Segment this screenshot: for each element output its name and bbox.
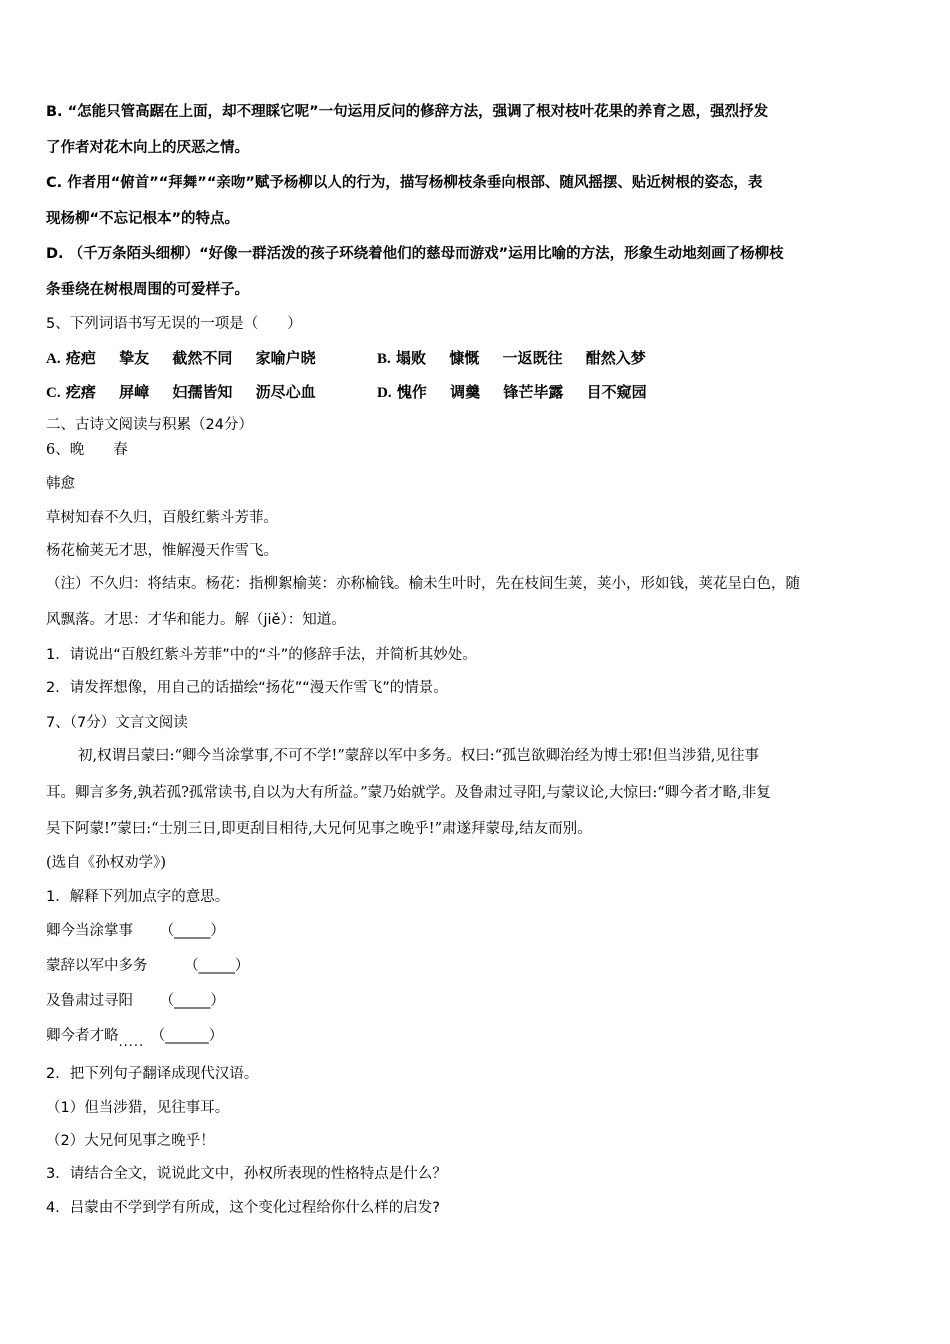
q7-q2-item-1: （1）但当涉猎，见往事耳。	[46, 1100, 230, 1116]
item-text: 卿今当涂掌事	[46, 923, 133, 939]
q6-poem-line-2: 杨花榆荚无才思，惟解漫天作雪飞。	[46, 543, 278, 559]
q5-option-d	[377, 381, 665, 402]
option-word: 截然不同	[172, 349, 233, 367]
option-label: D.	[377, 385, 392, 401]
q5-option-c	[46, 381, 334, 402]
option-word: 塌败	[396, 349, 427, 367]
answer-blank[interactable]: （_____）	[184, 958, 250, 974]
q6-question-1: 1．请说出“百般红紫斗芳菲”中的“斗”的修辞手法，并简析其妙处。	[46, 647, 477, 663]
option-label: C.	[46, 385, 61, 401]
q7-title: 7、（7分）文言文阅读	[46, 715, 188, 731]
q6-question-2: 2．请发挥想像，用自己的话描绘“扬花”“漫天作雪飞”的情景。	[46, 680, 448, 696]
q6-note-line-1: （注）不久归：将结束。杨花：指柳絮榆荚：亦称榆钱。榆未生叶时，先在枝间生荚，荚小，形如钱，荚花呈白色，随	[46, 576, 800, 592]
q7-passage-line-3: 吴下阿蒙!”蒙曰:“士别三日,即更刮目相待,大兄何见事之晚乎!”肃遂拜蒙母,结友而别。	[46, 821, 592, 837]
section-2-title: 二、古诗文阅读与积累（24分）	[46, 417, 253, 433]
option-word: 酣然入梦	[585, 349, 646, 367]
item-text: 及鲁肃过寻阳	[46, 993, 133, 1009]
q4-option-b-line2: 了作者对花木向上的厌恶之情。	[46, 140, 249, 156]
q6-poem-author: 韩愈	[46, 476, 75, 492]
option-word: 挚友	[119, 349, 150, 367]
q7-q3: 3．请结合全文，说说此文中，孙权所表现的性格特点是什么？	[46, 1166, 447, 1182]
q7-q1-stem: 1．解释下列加点字的意思。	[46, 889, 230, 905]
q5-option-a	[46, 347, 334, 368]
option-word: 妇孺皆知	[172, 383, 233, 401]
q5-option-b	[377, 347, 664, 368]
answer-blank[interactable]: （_____）	[159, 923, 225, 939]
emphasis-dots: .....	[118, 1035, 145, 1050]
option-word: 家喻户晓	[255, 349, 316, 367]
q7-passage-line-2: 耳。卿言多务,孰若孤?孤常读书,自以为大有所益。”蒙乃始就学。及鲁肃过寻阳,与蒙议论,大惊曰:“卿今者才略,非复	[46, 785, 771, 801]
option-word: 调羹	[450, 383, 481, 401]
q7-q2-stem: 2．把下列句子翻译成现代汉语。	[46, 1066, 259, 1082]
option-word: 疮疤	[65, 349, 96, 367]
q7-q2-item-2: （2）大兄何见事之晚乎！	[46, 1133, 215, 1149]
q7-q1-item-4	[46, 1026, 224, 1050]
q6-poem-title: 6、晚 春	[46, 442, 128, 458]
answer-blank[interactable]: （_____）	[159, 993, 225, 1009]
q7-passage-line-1: 初,权谓吕蒙曰:“卿今当涂掌事,不可不学!”蒙辞以军中多务。权曰:“孤岂欲卿治经为博士邪!但当涉猎,见往事	[78, 748, 759, 764]
answer-blank[interactable]: （______）	[150, 1028, 224, 1044]
q7-q1-item-1	[46, 921, 225, 941]
q7-source: (选自《孙权劝学》)	[46, 855, 167, 871]
item-text: 卿今者才略	[46, 1028, 119, 1044]
option-word: 愧作	[396, 383, 427, 401]
option-word: 一返既往	[502, 349, 563, 367]
q4-option-c-line2: 现杨柳“不忘记根本”的特点。	[46, 211, 240, 227]
option-word: 沥尽心血	[255, 383, 316, 401]
q7-q4: 4．吕蒙由不学到学有所成，这个变化过程给你什么样的启发?	[46, 1200, 440, 1216]
q6-poem-line-1: 草树知春不久归，百般红紫斗芳菲。	[46, 510, 278, 526]
q4-option-d-line1: D. （千万条陌头细柳）“好像一群活泼的孩子环绕着他们的慈母而游戏”运用比喻的方法，形象生动地刻画了杨柳枝	[46, 246, 784, 262]
option-word: 屏嶂	[119, 383, 150, 401]
q4-option-d-line2: 条垂绕在树根周围的可爱样子。	[46, 282, 249, 298]
option-label: A.	[46, 351, 61, 367]
q7-q1-item-2	[46, 956, 249, 976]
option-word: 目不窥园	[586, 383, 647, 401]
option-label: B.	[377, 351, 391, 367]
q6-note-line-2: 风飘落。才思：才华和能力。解（jiě）：知道。	[46, 612, 346, 628]
option-word: 疙瘩	[65, 383, 96, 401]
q4-option-c-line1: C. 作者用“俯首”“拜舞”“亲吻”赋予杨柳以人的行为，描写杨柳枝条垂向根部、随风摇摆、贴近树根的姿态，表	[46, 175, 763, 191]
q5-stem: 5、下列词语书写无误的一项是（ ）	[46, 316, 302, 332]
item-text: 蒙辞以军中多务	[46, 958, 148, 974]
q7-q1-item-3	[46, 991, 225, 1011]
q4-option-b-line1: B. “怎能只管高踞在上面，却不理睬它呢”一句运用反问的修辞方法，强调了根对枝叶花果的养育之恩，强烈抒发	[46, 104, 769, 120]
option-word: 锋芒毕露	[503, 383, 564, 401]
option-word: 慷慨	[449, 349, 480, 367]
